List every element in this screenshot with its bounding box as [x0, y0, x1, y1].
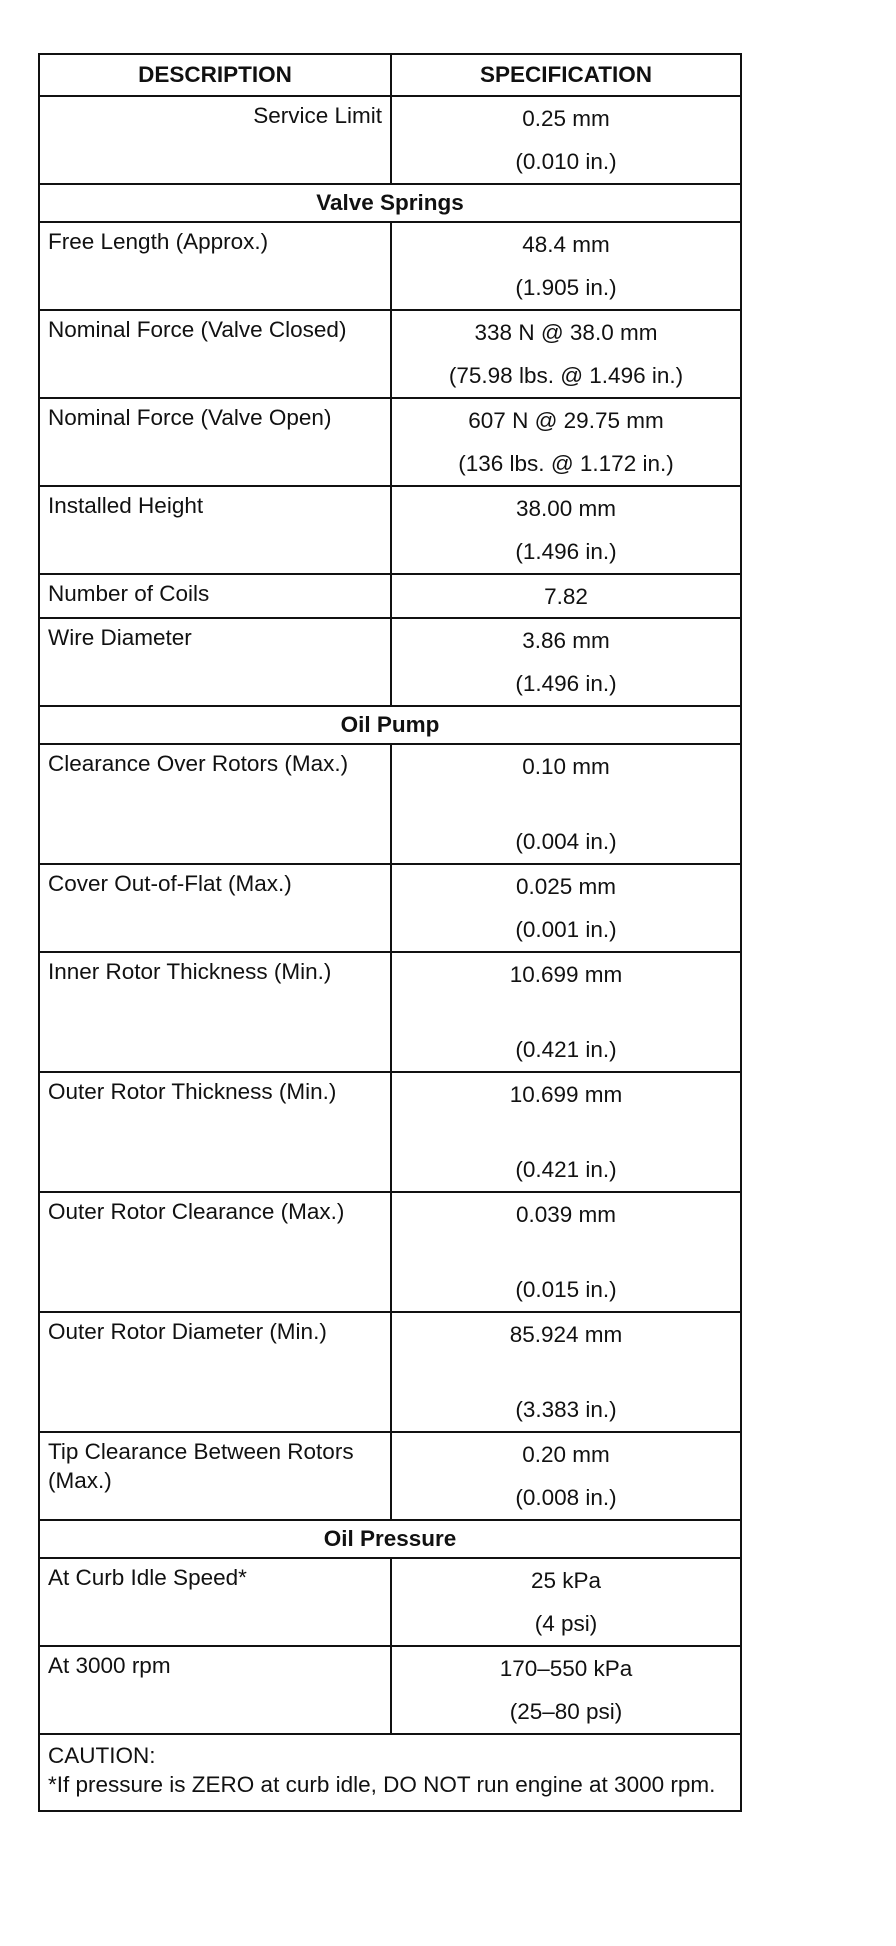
row-spec: [391, 1432, 741, 1520]
row-desc: Clearance Over Rotors (Max.): [39, 744, 391, 864]
spec-metric: 10.699 mm: [509, 962, 623, 987]
table-row: [39, 574, 741, 618]
caution-label: CAUTION:: [48, 1743, 156, 1768]
spec-metric: 607 N @ 29.75 mm: [468, 408, 664, 433]
table-row: [39, 96, 741, 184]
spec-metric: 170–550 kPa: [499, 1656, 633, 1681]
header-description: DESCRIPTION: [39, 54, 391, 96]
row-desc: Inner Rotor Thickness (Min.): [39, 952, 391, 1072]
table-row: [39, 1432, 741, 1520]
table-row: [39, 1558, 741, 1646]
table-row: [39, 1192, 741, 1312]
caution-row: [39, 1734, 741, 1811]
spec-imperial: (0.015 in.): [515, 1277, 617, 1302]
spec-metric: 85.924 mm: [509, 1322, 623, 1347]
row-desc: Service Limit: [39, 96, 391, 184]
table-row: [39, 952, 741, 1072]
row-spec: [391, 952, 741, 1072]
caution-cell: [39, 1734, 741, 1811]
spec-metric: 0.10 mm: [522, 754, 610, 779]
spec-metric: 0.039 mm: [515, 1202, 617, 1227]
row-spec: [391, 486, 741, 574]
spec-imperial: (136 lbs. @ 1.172 in.): [458, 451, 674, 476]
row-spec: [391, 1192, 741, 1312]
spec-imperial: (0.010 in.): [515, 149, 617, 174]
spec-imperial: (0.421 in.): [515, 1037, 617, 1062]
section-title: Valve Springs: [39, 184, 741, 222]
header-specification: SPECIFICATION: [391, 54, 741, 96]
spec-imperial: (1.496 in.): [515, 539, 617, 564]
spec-imperial: (0.001 in.): [515, 917, 617, 942]
row-spec: [391, 398, 741, 486]
row-spec: [391, 618, 741, 706]
table-row: [39, 486, 741, 574]
spec-table: [38, 53, 742, 1812]
row-desc: Installed Height: [39, 486, 391, 574]
row-spec: [391, 1072, 741, 1192]
spec-value: 7.82: [544, 584, 588, 609]
row-spec: [391, 864, 741, 952]
row-desc: Tip Clearance Between Rotors (Max.): [39, 1432, 391, 1520]
row-desc: Outer Rotor Clearance (Max.): [39, 1192, 391, 1312]
table-row: [39, 1312, 741, 1432]
row-spec: [391, 1558, 741, 1646]
row-spec: [391, 222, 741, 310]
row-desc: Free Length (Approx.): [39, 222, 391, 310]
row-spec: [391, 96, 741, 184]
spec-imperial: (0.008 in.): [515, 1485, 617, 1510]
row-spec: [391, 744, 741, 864]
table-row: [39, 618, 741, 706]
row-spec: [391, 1312, 741, 1432]
spec-imperial: (4 psi): [534, 1611, 598, 1636]
row-desc: Nominal Force (Valve Closed): [39, 310, 391, 398]
section-row: [39, 184, 741, 222]
table-row: [39, 744, 741, 864]
row-desc: At 3000 rpm: [39, 1646, 391, 1734]
spec-imperial: (0.004 in.): [515, 829, 617, 854]
spec-imperial: (25–80 psi): [509, 1699, 623, 1724]
row-desc: Outer Rotor Diameter (Min.): [39, 1312, 391, 1432]
spec-metric: 10.699 mm: [509, 1082, 623, 1107]
spec-imperial: (75.98 lbs. @ 1.496 in.): [448, 363, 684, 388]
header-row: [39, 54, 741, 96]
spec-metric: 25 kPa: [530, 1568, 602, 1593]
spec-metric: 338 N @ 38.0 mm: [474, 320, 658, 345]
row-spec: [391, 574, 741, 618]
caution-text: *If pressure is ZERO at curb idle, DO NOT run engine at 3000 rpm.: [48, 1772, 716, 1798]
spec-metric: 38.00 mm: [515, 496, 617, 521]
spec-imperial: (3.383 in.): [515, 1397, 617, 1422]
row-desc: Number of Coils: [39, 574, 391, 618]
table-row: [39, 310, 741, 398]
section-title: Oil Pump: [39, 706, 741, 744]
table-row: [39, 222, 741, 310]
section-title: Oil Pressure: [39, 1520, 741, 1558]
row-spec: [391, 1646, 741, 1734]
row-desc: Wire Diameter: [39, 618, 391, 706]
table-row: [39, 1072, 741, 1192]
table-row: [39, 398, 741, 486]
spec-metric: 0.025 mm: [515, 874, 617, 899]
spec-metric: 0.25 mm: [522, 106, 610, 131]
row-spec: [391, 310, 741, 398]
table-row: [39, 864, 741, 952]
row-desc: At Curb Idle Speed*: [39, 1558, 391, 1646]
spec-imperial: (0.421 in.): [515, 1157, 617, 1182]
section-row: [39, 706, 741, 744]
row-desc: Nominal Force (Valve Open): [39, 398, 391, 486]
spec-imperial: (1.905 in.): [515, 275, 617, 300]
spec-imperial: (1.496 in.): [515, 671, 617, 696]
spec-metric: 3.86 mm: [522, 628, 610, 653]
spec-metric: 0.20 mm: [522, 1442, 610, 1467]
spec-metric: 48.4 mm: [522, 232, 610, 257]
section-row: [39, 1520, 741, 1558]
row-desc: Outer Rotor Thickness (Min.): [39, 1072, 391, 1192]
row-desc: Cover Out-of-Flat (Max.): [39, 864, 391, 952]
table-row: [39, 1646, 741, 1734]
